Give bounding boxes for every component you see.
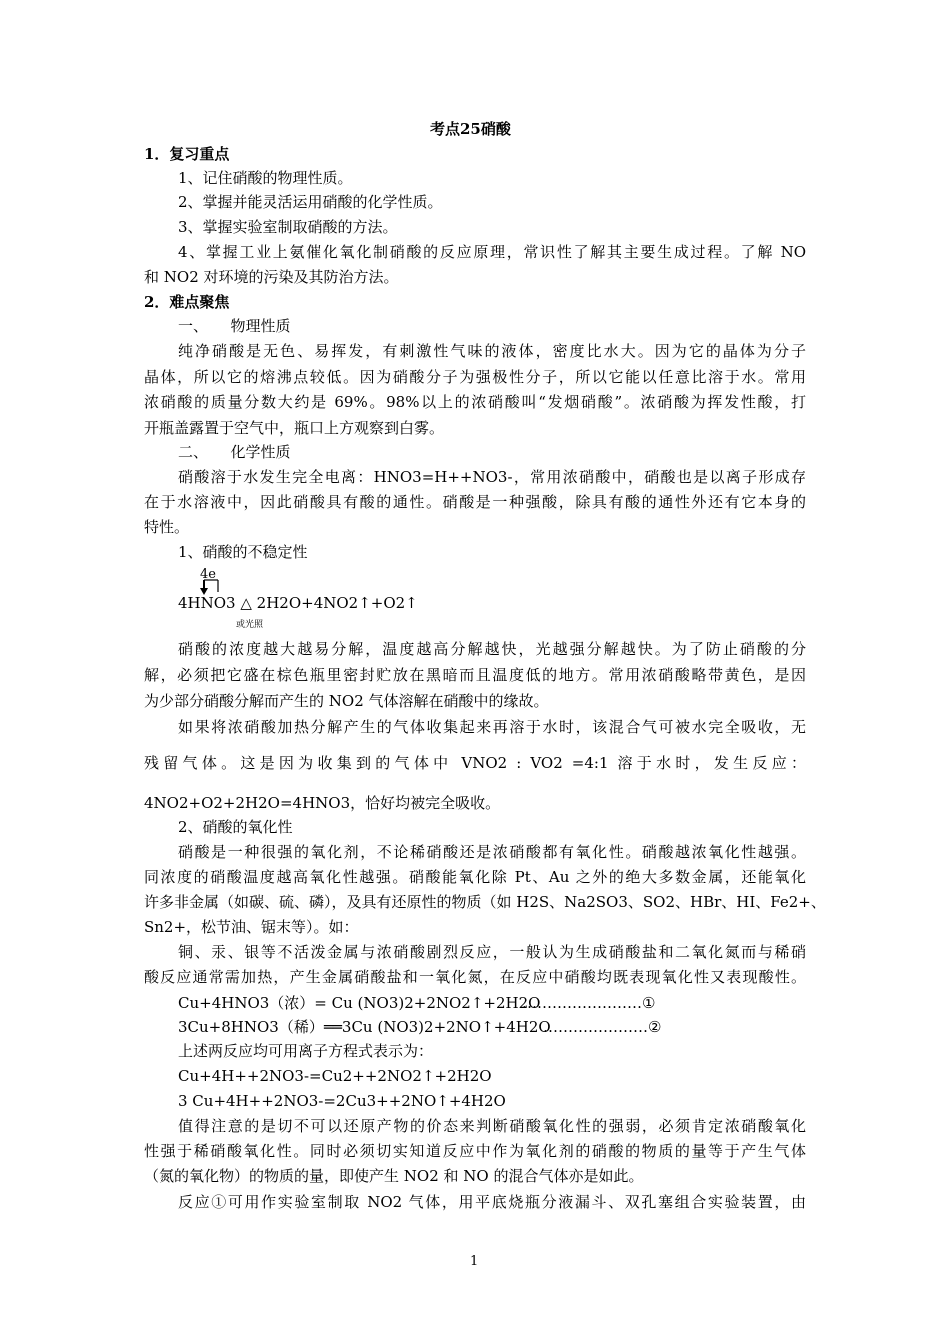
- review-item-4-cont: 和 NO2 对环境的污染及其防治方法。: [144, 268, 399, 286]
- instability-para-line-3: 为少部分硝酸分解而产生的 NO2 气体溶解在硝酸中的缘故。: [144, 692, 549, 710]
- subheading-chemical: 二、 化学性质: [178, 443, 291, 461]
- chemical-para-line-2: 在于水溶液中，因此硝酸具有酸的通性。硝酸是一种强酸，除具有酸的通性外还有它本身的: [144, 493, 806, 511]
- absorption-para-line-2: 残留气体。这是因为收集到的气体中 VNO2 : VO2 =4:1 溶于水时，发生反应：: [144, 754, 806, 772]
- review-item-3: 3、掌握实验室制取硝酸的方法。: [178, 218, 398, 236]
- ionic-equation-1: Cu+4H++2NO3-=Cu2++2NO2↑+2H2O: [178, 1067, 492, 1085]
- electron-transfer-label: 4e: [200, 567, 216, 582]
- physical-para-line-1: 纯净硝酸是无色、易挥发，有刺激性气味的液体，密度比水大。因为它的晶体为分子: [178, 342, 806, 360]
- subheading-physical: 一、 物理性质: [178, 317, 291, 335]
- page-number: 1: [470, 1254, 479, 1269]
- ionic-intro: 上述两反应均可用离子方程式表示为：: [178, 1042, 434, 1060]
- page-title: 考点25硝酸: [430, 120, 511, 138]
- decomposition-equation: 4HNO3 △ 2H2O+4NO2↑+O2↑: [178, 594, 418, 612]
- oxidizing-para-line-2: 同浓度的硝酸温度越高氧化性越强。硝酸能氧化除 Pt、Au 之外的绝大多数金属，还能氧化: [144, 868, 806, 886]
- physical-para-line-4: 开瓶盖露置于空气中，瓶口上方观察到白雾。: [144, 419, 445, 437]
- absorption-para-line-1: 如果将浓硝酸加热分解产生的气体收集起来再溶于水时，该混合气可被水完全吸收，无: [178, 718, 806, 736]
- section-1-heading: 1．复习重点: [144, 145, 230, 163]
- section-2-heading: 2．难点聚焦: [144, 293, 230, 311]
- chemical-para-line-1: 硝酸溶于水发生完全电离：HNO3=H++NO3-，常用浓硝酸中，硝酸也是以离子形成存: [178, 468, 806, 486]
- review-item-2: 2、掌握并能灵活运用硝酸的化学性质。: [178, 193, 443, 211]
- note-para-line-3: （氮的氧化物）的物质的量，即使产生 NO2 和 NO 的混合气体亦是如此。: [144, 1167, 644, 1185]
- physical-para-line-3: 浓硝酸的质量分数大约是 69%。98%以上的浓硝酸叫“发烟硝酸”。浓硝酸为挥发性酸，打: [144, 393, 806, 411]
- ionic-equation-2: 3 Cu+4H++2NO3-=2Cu3++2NO↑+4H2O: [178, 1092, 506, 1110]
- absorption-equation: 4NO2+O2+2H2O=4HNO3，恰好均被完全吸收。: [144, 794, 501, 812]
- oxidizing-para-line-3: 许多非金属（如碳、硫、磷），及具有还原性的物质（如 H2S、Na2SO3、SO2、HBr、HI、Fe2+、: [144, 893, 826, 911]
- review-item-4: 4、掌握工业上氨催化氧化制硝酸的反应原理，常识性了解其主要生成过程。了解 NO: [178, 243, 806, 261]
- subheading-instability: 1、硝酸的不稳定性: [178, 543, 308, 561]
- metals-para-line-2: 酸反应通常需加热，产生金属硝酸盐和一氧化氮，在反应中硝酸均既表现氧化性又表现酸性。: [144, 968, 806, 986]
- metals-para-line-1: 铜、汞、银等不活泼金属与浓硝酸剧烈反应，一般认为生成硝酸盐和二氧化氮而与稀硝: [178, 943, 806, 961]
- oxidizing-para-line-1: 硝酸是一种很强的氧化剂，不论稀硝酸还是浓硝酸都有氧化性。硝酸越浓氧化性越强。: [178, 843, 806, 861]
- review-item-1: 1、记住硝酸的物理性质。: [178, 169, 353, 187]
- instability-para-line-2: 解，必须把它盛在棕色瓶里密封贮放在黑暗而且温度低的地方。常用浓硝酸略带黄色，是因: [144, 666, 806, 684]
- lab-para-line-1: 反应①可用作实验室制取 NO2 气体，用平底烧瓶分液漏斗、双孔塞组合实验装置，由: [178, 1193, 806, 1211]
- physical-para-line-2: 晶体，所以它的熔沸点较低。因为硝酸分子为强极性分子，所以它能以任意比溶于水。常用: [144, 368, 806, 386]
- equation-2-marker: …………………②: [543, 1018, 662, 1036]
- equation-1-marker: ……………………①: [522, 994, 656, 1012]
- note-para-line-1: 值得注意的是切不可以还原产物的价态来判断硝酸氧化性的强弱，必须肯定浓硝酸氧化: [178, 1117, 806, 1135]
- oxidizing-para-line-4: Sn2+，松节油、锯末等）。如：: [144, 918, 359, 936]
- equation-concentrated: Cu+4HNO3（浓）= Cu (NO3)2+2NO2↑+2H2O: [178, 994, 541, 1012]
- instability-para-line-1: 硝酸的浓度越大越易分解，温度越高分解越快，光越强分解越快。为了防止硝酸的分: [178, 640, 806, 658]
- note-para-line-2: 性强于稀硝酸氧化性。同时必须切实知道反应中作为氧化剂的硝酸的物质的量等于产生气体: [144, 1142, 806, 1160]
- subheading-oxidizing: 2、硝酸的氧化性: [178, 818, 293, 836]
- equation-dilute: 3Cu+8HNO3（稀）══3Cu (NO3)2+2NO↑+4H2O: [178, 1018, 551, 1036]
- chemical-para-line-3: 特性。: [144, 518, 190, 536]
- decomposition-condition: 或光照: [236, 620, 264, 630]
